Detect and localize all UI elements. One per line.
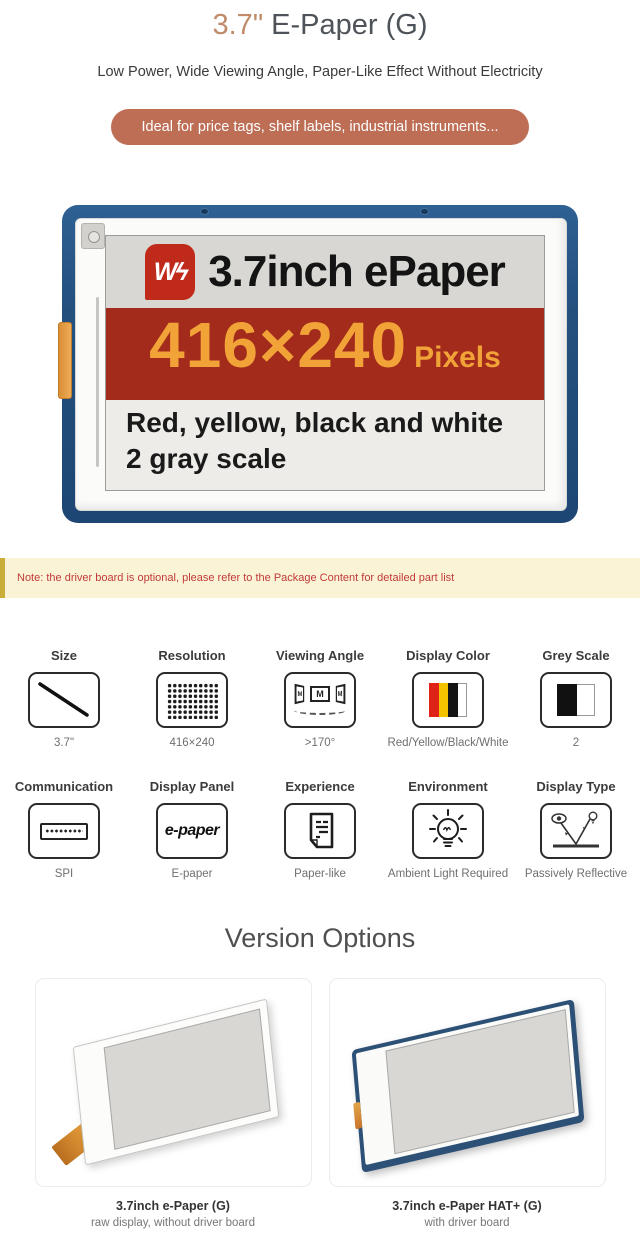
- feature-communication: [0, 779, 128, 880]
- version-card-title: 3.7inch e-Paper HAT+ (G): [392, 1199, 542, 1213]
- screen-header-band: [106, 236, 544, 308]
- hat-panel-graphic: [351, 999, 584, 1173]
- screen-color-line: Red, yellow, black and white: [126, 407, 504, 438]
- screw-icon: [81, 223, 105, 249]
- note-bar: Note: the driver board is optional, please refer to the Package Content for detailed part list: [0, 558, 640, 598]
- grey-scale-icon: [540, 672, 612, 728]
- feature-value: Ambient Light Required: [387, 868, 509, 880]
- bezel-seam-graphic: [96, 297, 99, 467]
- fpc-connector-graphic: [58, 322, 72, 399]
- screen-resolution-band: [106, 308, 544, 400]
- feature-grey-scale: [512, 648, 640, 749]
- feature-label: Grey Scale: [542, 648, 610, 663]
- size-diagonal-icon: [28, 672, 100, 728]
- version-card-subtitle: with driver board: [424, 1217, 510, 1229]
- feature-display-type: [512, 779, 640, 880]
- feature-label: Display Color: [406, 648, 490, 663]
- page-subtitle: Low Power, Wide Viewing Angle, Paper-Like Effect Without Electricity: [97, 64, 543, 80]
- screen-resolution-value: 416×240: [149, 309, 408, 381]
- waveshare-logo-icon: Wϟ: [145, 244, 195, 300]
- reflective-display-icon: [540, 803, 612, 859]
- paper-document-icon: [284, 803, 356, 859]
- feature-grid: [0, 648, 640, 880]
- screen-grayscale-line: 2 gray scale: [126, 442, 287, 474]
- raw-display-photo: [35, 978, 312, 1187]
- feature-value: SPI: [54, 868, 74, 880]
- use-case-banner: Ideal for price tags, shelf labels, industrial instruments...: [111, 109, 528, 145]
- page-title-name: E-Paper (G): [263, 9, 428, 41]
- feature-label: Display Panel: [149, 779, 235, 794]
- feature-label: Environment: [408, 779, 488, 794]
- feature-value: Paper-like: [294, 868, 346, 880]
- banner-row: [0, 109, 640, 145]
- feature-display-panel: [128, 779, 256, 880]
- screen-resolution-unit: Pixels: [414, 341, 501, 374]
- color-stripes-icon: [412, 672, 484, 728]
- fpc-cable-graphic: [353, 1102, 362, 1130]
- e-paper-logo-icon: e-paper: [156, 803, 228, 859]
- hero-product-image: [60, 195, 580, 527]
- feature-experience: [256, 779, 384, 880]
- page-title-size: 3.7": [212, 9, 264, 41]
- mounting-hole-icon: [420, 208, 429, 215]
- feature-environment: [384, 779, 512, 880]
- version-cards-row: [0, 978, 640, 1229]
- feature-label: Size: [50, 648, 77, 663]
- feature-resolution: [128, 648, 256, 749]
- feature-value: 2: [572, 737, 580, 749]
- version-card-title: 3.7inch e-Paper (G): [116, 1199, 230, 1213]
- feature-value: 3.7": [53, 737, 75, 749]
- feature-value: 416×240: [169, 737, 215, 749]
- screen-product-name: 3.7inch ePaper: [208, 247, 505, 296]
- version-card-hat[interactable]: [329, 978, 606, 1229]
- feature-value: >170°: [304, 737, 336, 749]
- feature-size: [0, 648, 128, 749]
- spi-connector-icon: [28, 803, 100, 859]
- feature-value: Red/Yellow/Black/White: [387, 737, 509, 749]
- mounting-hole-icon: [200, 208, 209, 215]
- feature-label: Viewing Angle: [275, 648, 365, 663]
- viewing-angle-icon: M M M: [284, 672, 356, 728]
- hat-display-photo: [329, 978, 606, 1187]
- version-card-raw[interactable]: [35, 978, 312, 1229]
- pixel-grid-icon: [156, 672, 228, 728]
- feature-label: Communication: [14, 779, 114, 794]
- feature-label: Resolution: [158, 648, 226, 663]
- epaper-screen-content: [105, 235, 545, 491]
- feature-viewing-angle: [256, 648, 384, 749]
- raw-panel-graphic: [72, 999, 279, 1166]
- feature-value: E-paper: [171, 868, 213, 880]
- light-bulb-icon: [412, 803, 484, 859]
- feature-display-color: [384, 648, 512, 749]
- screen-description-band: [106, 400, 544, 490]
- feature-label: Display Type: [536, 779, 616, 794]
- version-options-heading: Version Options: [224, 923, 416, 953]
- feature-value: Passively Reflective: [524, 868, 628, 880]
- page-title: [0, 0, 640, 41]
- feature-label: Experience: [285, 779, 355, 794]
- version-card-subtitle: raw display, without driver board: [90, 1217, 256, 1229]
